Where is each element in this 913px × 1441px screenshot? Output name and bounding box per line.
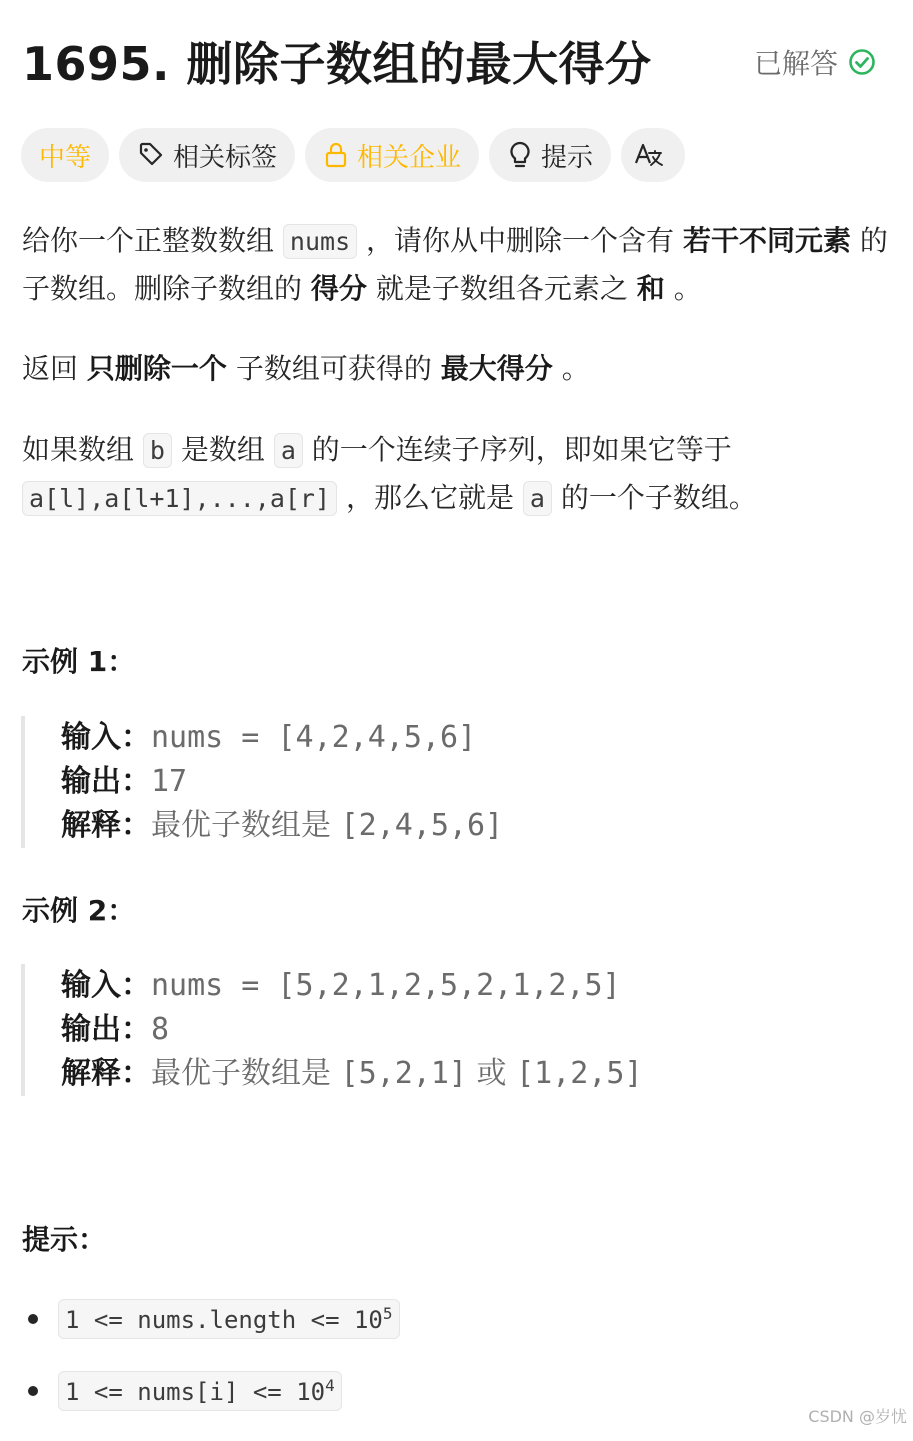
constraints-list: [22, 1297, 400, 1441]
desc-text: 是数组: [180, 433, 265, 466]
solved-label: 已解答: [754, 47, 839, 80]
related-companies-label: 相关企业: [357, 142, 462, 173]
desc-bold: 和: [636, 272, 665, 305]
desc-text: 如果数组: [22, 433, 135, 466]
desc-bold: 若干不同元素: [682, 224, 851, 257]
example-1-block: [21, 716, 913, 848]
bullet: [28, 1386, 38, 1396]
check-circle-icon: [848, 48, 876, 76]
desc-bold: 只删除一个: [86, 352, 227, 385]
desc-bold: 最大得分: [440, 352, 553, 385]
description-paragraph-1: [22, 217, 892, 312]
constraint-text: 1 <= nums.length <= 10: [65, 1306, 383, 1334]
related-tags-label: 相关标签: [173, 142, 278, 173]
hints-label: 提示: [541, 142, 594, 173]
inline-code: a[l],a[l+1],...,a[r]: [22, 481, 337, 516]
hints-button[interactable]: [489, 128, 611, 182]
difficulty-label: 中等: [39, 142, 92, 173]
constraints-heading: 提示：: [22, 1223, 107, 1256]
constraint-exponent: 4: [325, 1376, 335, 1395]
problem-title: 1695. 删除子数组的最大得分: [22, 37, 652, 91]
example-input-line: [61, 964, 913, 1008]
translate-icon: [634, 141, 664, 169]
tag-bar: [21, 128, 685, 182]
solved-status: [754, 42, 876, 82]
example-explain-line: [61, 1052, 913, 1096]
inline-code: nums: [283, 224, 357, 259]
input-value: nums = [5,2,1,2,5,2,1,2,5]: [151, 968, 621, 1003]
input-value: nums = [4,2,4,5,6]: [151, 720, 477, 755]
translate-button[interactable]: [621, 128, 685, 182]
example-output-line: [61, 760, 913, 804]
explain-code-2: [1,2,5]: [516, 1056, 643, 1091]
explain-label: 解释：: [61, 1056, 151, 1091]
output-value: 17: [151, 764, 188, 799]
constraint-exponent: 5: [382, 1304, 393, 1323]
description-paragraph-2: [22, 345, 892, 392]
lightbulb-icon: [507, 140, 533, 170]
desc-text: 子数组可获得的: [235, 352, 432, 385]
desc-bold: 得分: [310, 272, 367, 305]
constraint-code: [58, 1299, 400, 1339]
bullet: [28, 1314, 38, 1324]
example-input-line: [61, 716, 913, 760]
input-label: 输入：: [61, 720, 151, 755]
related-tags-button[interactable]: [119, 128, 295, 182]
output-label: 输出：: [61, 1012, 151, 1047]
inline-code: a: [523, 481, 552, 516]
description-paragraph-3: [22, 426, 892, 522]
output-label: 输出：: [61, 764, 151, 799]
example-2-heading: 示例 2：: [22, 894, 136, 927]
input-label: 输入：: [61, 968, 151, 1003]
related-companies-button[interactable]: [305, 128, 479, 182]
example-explain-line: [61, 804, 913, 848]
example-2-block: [21, 964, 913, 1096]
desc-text: 的一个连续子序列，即如果它等于: [311, 433, 732, 466]
difficulty-badge: [21, 128, 109, 182]
explain-code: [5,2,1]: [340, 1056, 467, 1091]
constraint-code: [58, 1371, 342, 1411]
explain-label: 解释：: [61, 808, 151, 843]
desc-text: ，请你从中删除一个含有: [366, 224, 675, 257]
list-item: [22, 1369, 400, 1413]
explain-or: 或: [476, 1056, 507, 1091]
example-output-line: [61, 1008, 913, 1052]
desc-text: 。: [673, 272, 702, 305]
desc-text: 给你一个正整数数组: [22, 224, 275, 257]
explain-text: 最优子数组是: [151, 1056, 331, 1091]
desc-text: ，那么它就是: [345, 481, 514, 514]
output-value: 8: [151, 1012, 170, 1047]
desc-text: 。: [561, 352, 590, 385]
desc-text: 的一个子数组。: [560, 481, 757, 514]
explain-code: [2,4,5,6]: [340, 808, 504, 843]
desc-text: 就是子数组各元素之: [375, 272, 628, 305]
list-item: [22, 1297, 400, 1341]
tag-icon: [137, 141, 165, 169]
inline-code: b: [143, 433, 172, 468]
watermark: CSDN @岁忧: [808, 1407, 907, 1426]
desc-text: 返回: [22, 352, 79, 385]
desc-text: 的子数组。删除子数组的: [22, 224, 888, 305]
explain-text: 最优子数组是: [151, 808, 331, 843]
inline-code: a: [274, 433, 303, 468]
lock-icon: [323, 141, 349, 169]
example-1-heading: 示例 1：: [22, 645, 136, 678]
constraint-text: 1 <= nums[i] <= 10: [65, 1378, 326, 1406]
